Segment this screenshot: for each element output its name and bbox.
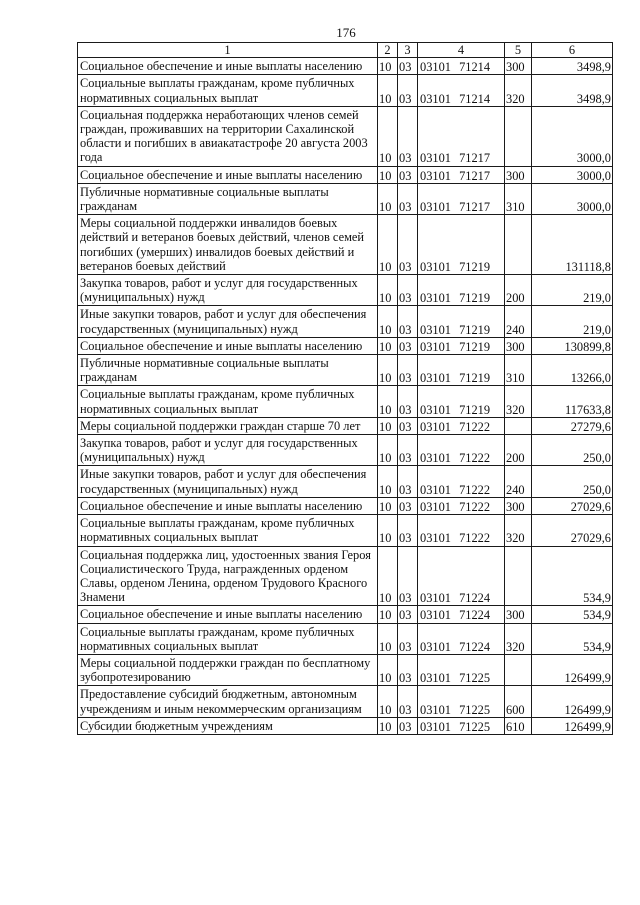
row-amount-cell: 126499,9 xyxy=(532,717,613,734)
row-target-article-cell: 03101 71222 xyxy=(418,417,505,434)
row-section-cell: 10 xyxy=(378,606,398,623)
row-target-article-cell: 03101 71219 xyxy=(418,215,505,275)
row-name-cell: Социальное обеспечение и иные выплаты населению xyxy=(78,497,378,514)
row-name-cell: Социальное обеспечение и иные выплаты населению xyxy=(78,58,378,75)
row-subsection-cell: 03 xyxy=(398,546,418,606)
table-row xyxy=(78,275,613,306)
row-expense-type-cell: 200 xyxy=(505,275,532,306)
row-subsection-cell: 03 xyxy=(398,215,418,275)
row-subsection-cell: 03 xyxy=(398,75,418,106)
row-subsection-cell: 03 xyxy=(398,386,418,417)
row-name-cell: Меры социальной поддержки граждан старше 70 лет xyxy=(78,417,378,434)
row-subsection-cell: 03 xyxy=(398,337,418,354)
row-expense-type-cell: 610 xyxy=(505,717,532,734)
table-row xyxy=(78,215,613,275)
row-expense-type-cell xyxy=(505,546,532,606)
row-section-cell: 10 xyxy=(378,355,398,386)
row-section-cell: 10 xyxy=(378,466,398,497)
row-subsection-cell: 03 xyxy=(398,183,418,214)
row-name-cell: Социальные выплаты гражданам, кроме публичных нормативных социальных выплат xyxy=(78,515,378,546)
table-row xyxy=(78,606,613,623)
row-target-article-cell: 03101 71219 xyxy=(418,306,505,337)
row-name-cell: Социальные выплаты гражданам, кроме публичных нормативных социальных выплат xyxy=(78,386,378,417)
row-name-cell: Иные закупки товаров, работ и услуг для обеспечения государственных (муниципальных) нужд xyxy=(78,466,378,497)
row-amount-cell: 3000,0 xyxy=(532,166,613,183)
row-target-article-cell: 03101 71217 xyxy=(418,106,505,166)
row-target-article-cell: 03101 71222 xyxy=(418,435,505,466)
row-target-article-cell: 03101 71224 xyxy=(418,623,505,654)
row-amount-cell: 534,9 xyxy=(532,606,613,623)
table-row xyxy=(78,717,613,734)
row-target-article-cell: 03101 71219 xyxy=(418,355,505,386)
row-name-cell: Социальная поддержка неработающих членов семей граждан, проживавших на территории Сахалинской области и погибших в авиакатастрофе 20 августа 2003 года xyxy=(78,106,378,166)
row-amount-cell: 3000,0 xyxy=(532,183,613,214)
row-subsection-cell: 03 xyxy=(398,497,418,514)
row-target-article-cell: 03101 71217 xyxy=(418,166,505,183)
row-expense-type-cell: 310 xyxy=(505,183,532,214)
row-subsection-cell: 03 xyxy=(398,515,418,546)
row-subsection-cell: 03 xyxy=(398,623,418,654)
row-amount-cell: 130899,8 xyxy=(532,337,613,354)
row-name-cell: Социальная поддержка лиц, удостоенных звания Героя Социалистического Труда, награжденных орденом Славы, орденом Ленина, орденом Трудового Красного Знамени xyxy=(78,546,378,606)
row-amount-cell: 27029,6 xyxy=(532,515,613,546)
row-name-cell: Закупка товаров, работ и услуг для государственных (муниципальных) нужд xyxy=(78,435,378,466)
row-target-article-cell: 03101 71222 xyxy=(418,466,505,497)
row-expense-type-cell: 240 xyxy=(505,306,532,337)
row-subsection-cell: 03 xyxy=(398,306,418,337)
row-expense-type-cell: 300 xyxy=(505,166,532,183)
row-section-cell: 10 xyxy=(378,337,398,354)
row-target-article-cell: 03101 71225 xyxy=(418,717,505,734)
row-subsection-cell: 03 xyxy=(398,417,418,434)
row-amount-cell: 534,9 xyxy=(532,546,613,606)
header-cell: 3 xyxy=(398,43,418,58)
row-amount-cell: 219,0 xyxy=(532,306,613,337)
row-section-cell: 10 xyxy=(378,106,398,166)
row-amount-cell: 3498,9 xyxy=(532,58,613,75)
row-subsection-cell: 03 xyxy=(398,686,418,717)
row-subsection-cell: 03 xyxy=(398,435,418,466)
row-amount-cell: 27279,6 xyxy=(532,417,613,434)
row-amount-cell: 534,9 xyxy=(532,623,613,654)
row-name-cell: Иные закупки товаров, работ и услуг для обеспечения государственных (муниципальных) нужд xyxy=(78,306,378,337)
row-name-cell: Социальное обеспечение и иные выплаты населению xyxy=(78,337,378,354)
row-target-article-cell: 03101 71225 xyxy=(418,654,505,685)
row-name-cell: Социальное обеспечение и иные выплаты населению xyxy=(78,166,378,183)
row-section-cell: 10 xyxy=(378,215,398,275)
row-subsection-cell: 03 xyxy=(398,466,418,497)
table-row xyxy=(78,686,613,717)
row-section-cell: 10 xyxy=(378,75,398,106)
row-expense-type-cell: 200 xyxy=(505,435,532,466)
row-section-cell: 10 xyxy=(378,515,398,546)
row-expense-type-cell: 300 xyxy=(505,497,532,514)
table-row xyxy=(78,386,613,417)
header-cell: 1 xyxy=(78,43,378,58)
row-amount-cell: 27029,6 xyxy=(532,497,613,514)
row-expense-type-cell: 320 xyxy=(505,75,532,106)
table-row xyxy=(78,466,613,497)
table-row xyxy=(78,623,613,654)
row-name-cell: Меры социальной поддержки инвалидов боевых действий и ветеранов боевых действий, членов семей погибших (умерших) инвалидов боевых действий и ветеранов боевых действий xyxy=(78,215,378,275)
row-name-cell: Социальные выплаты гражданам, кроме публичных нормативных социальных выплат xyxy=(78,75,378,106)
table-row xyxy=(78,355,613,386)
row-subsection-cell: 03 xyxy=(398,355,418,386)
row-name-cell: Социальные выплаты гражданам, кроме публичных нормативных социальных выплат xyxy=(78,623,378,654)
row-amount-cell: 131118,8 xyxy=(532,215,613,275)
row-subsection-cell: 03 xyxy=(398,654,418,685)
row-section-cell: 10 xyxy=(378,435,398,466)
table-row xyxy=(78,166,613,183)
row-expense-type-cell: 600 xyxy=(505,686,532,717)
row-section-cell: 10 xyxy=(378,654,398,685)
header-cell: 6 xyxy=(532,43,613,58)
page-number: 176 xyxy=(336,25,356,40)
table-row xyxy=(78,337,613,354)
row-name-cell: Закупка товаров, работ и услуг для государственных (муниципальных) нужд xyxy=(78,275,378,306)
row-target-article-cell: 03101 71219 xyxy=(418,275,505,306)
row-expense-type-cell: 320 xyxy=(505,623,532,654)
row-subsection-cell: 03 xyxy=(398,166,418,183)
row-section-cell: 10 xyxy=(378,717,398,734)
row-name-cell: Публичные нормативные социальные выплаты гражданам xyxy=(78,183,378,214)
row-expense-type-cell xyxy=(505,215,532,275)
row-target-article-cell: 03101 71225 xyxy=(418,686,505,717)
table-header-row xyxy=(78,43,613,58)
row-section-cell: 10 xyxy=(378,58,398,75)
row-amount-cell: 126499,9 xyxy=(532,654,613,685)
row-subsection-cell: 03 xyxy=(398,58,418,75)
row-section-cell: 10 xyxy=(378,546,398,606)
table-row xyxy=(78,497,613,514)
header-cell: 5 xyxy=(505,43,532,58)
row-target-article-cell: 03101 71219 xyxy=(418,386,505,417)
row-expense-type-cell: 320 xyxy=(505,386,532,417)
row-subsection-cell: 03 xyxy=(398,606,418,623)
row-target-article-cell: 03101 71222 xyxy=(418,497,505,514)
row-target-article-cell: 03101 71214 xyxy=(418,75,505,106)
row-amount-cell: 3000,0 xyxy=(532,106,613,166)
row-target-article-cell: 03101 71214 xyxy=(418,58,505,75)
row-section-cell: 10 xyxy=(378,386,398,417)
table-row xyxy=(78,417,613,434)
table-row xyxy=(78,58,613,75)
table-row xyxy=(78,75,613,106)
row-amount-cell: 3498,9 xyxy=(532,75,613,106)
table-row xyxy=(78,435,613,466)
row-target-article-cell: 03101 71224 xyxy=(418,546,505,606)
row-expense-type-cell xyxy=(505,654,532,685)
row-expense-type-cell: 300 xyxy=(505,58,532,75)
row-expense-type-cell xyxy=(505,106,532,166)
row-amount-cell: 126499,9 xyxy=(532,686,613,717)
table-row xyxy=(78,106,613,166)
row-target-article-cell: 03101 71219 xyxy=(418,337,505,354)
row-expense-type-cell: 300 xyxy=(505,606,532,623)
row-section-cell: 10 xyxy=(378,306,398,337)
row-subsection-cell: 03 xyxy=(398,717,418,734)
row-expense-type-cell: 310 xyxy=(505,355,532,386)
row-section-cell: 10 xyxy=(378,183,398,214)
row-section-cell: 10 xyxy=(378,623,398,654)
row-section-cell: 10 xyxy=(378,166,398,183)
row-target-article-cell: 03101 71222 xyxy=(418,515,505,546)
row-amount-cell: 13266,0 xyxy=(532,355,613,386)
table-row xyxy=(78,306,613,337)
row-expense-type-cell xyxy=(505,417,532,434)
row-target-article-cell: 03101 71217 xyxy=(418,183,505,214)
row-amount-cell: 250,0 xyxy=(532,435,613,466)
row-name-cell: Субсидии бюджетным учреждениям xyxy=(78,717,378,734)
row-name-cell: Предоставление субсидий бюджетным, автономным учреждениям и иным некоммерческим организациям xyxy=(78,686,378,717)
row-expense-type-cell: 240 xyxy=(505,466,532,497)
row-name-cell: Публичные нормативные социальные выплаты гражданам xyxy=(78,355,378,386)
row-section-cell: 10 xyxy=(378,497,398,514)
table-row xyxy=(78,515,613,546)
budget-table xyxy=(77,42,613,735)
row-name-cell: Социальное обеспечение и иные выплаты населению xyxy=(78,606,378,623)
header-cell: 2 xyxy=(378,43,398,58)
row-target-article-cell: 03101 71224 xyxy=(418,606,505,623)
row-expense-type-cell: 320 xyxy=(505,515,532,546)
row-section-cell: 10 xyxy=(378,417,398,434)
row-name-cell: Меры социальной поддержки граждан по бесплатному зубопротезированию xyxy=(78,654,378,685)
table-row xyxy=(78,183,613,214)
header-cell: 4 xyxy=(418,43,505,58)
row-amount-cell: 219,0 xyxy=(532,275,613,306)
row-section-cell: 10 xyxy=(378,686,398,717)
row-subsection-cell: 03 xyxy=(398,106,418,166)
row-amount-cell: 117633,8 xyxy=(532,386,613,417)
row-amount-cell: 250,0 xyxy=(532,466,613,497)
table-row xyxy=(78,654,613,685)
row-expense-type-cell: 300 xyxy=(505,337,532,354)
row-subsection-cell: 03 xyxy=(398,275,418,306)
row-section-cell: 10 xyxy=(378,275,398,306)
table-row xyxy=(78,546,613,606)
